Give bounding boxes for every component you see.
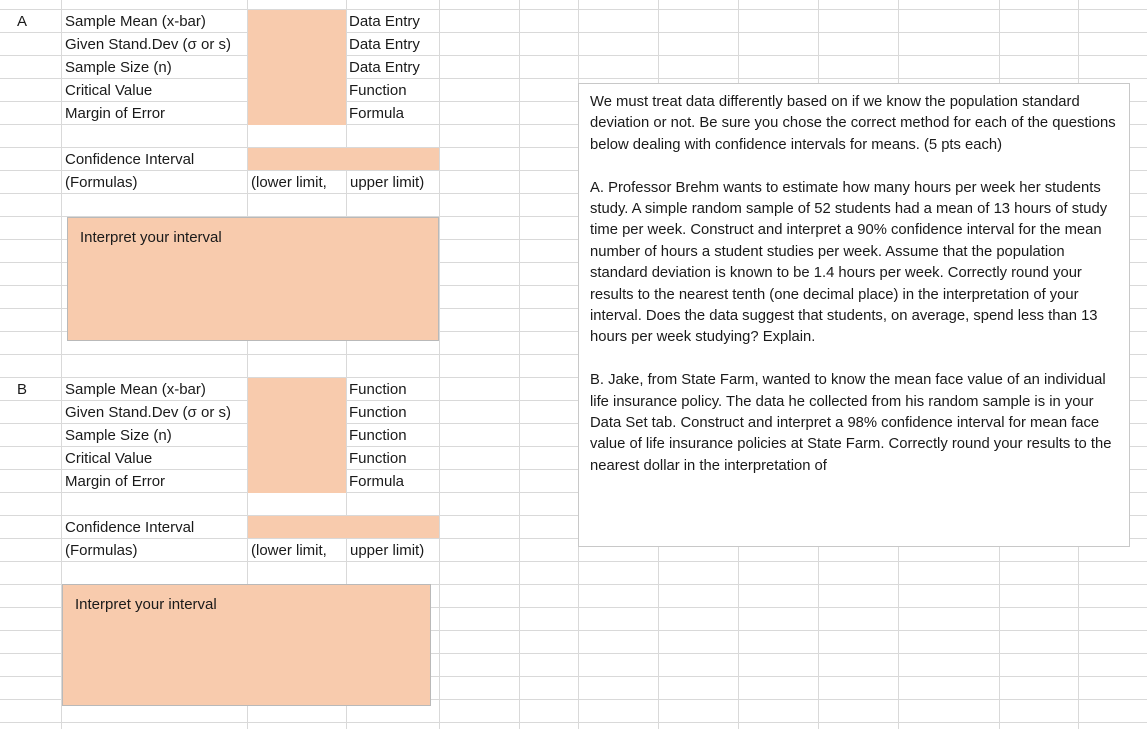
grid-row-line <box>0 561 1147 562</box>
section-a-row-label[interactable]: Critical Value <box>65 82 153 99</box>
section-a-row-label[interactable]: Margin of Error <box>65 105 166 122</box>
section-a-row-type[interactable]: Formula <box>349 105 405 122</box>
section-a-row-label[interactable]: Sample Mean (x-bar) <box>65 13 206 30</box>
section-b-lower-limit-label[interactable]: (lower limit, <box>251 542 327 559</box>
section-a-input-cells[interactable] <box>248 10 346 125</box>
instructions-question-a: A. Professor Brehm wants to estimate how many hours per week her students study. A simple random sample of 52 students had a mean of 13 hours of study time per week. Construct and interpret a 90% confidence interval for the mean number of hours a student studies per week. Assume that the population standard deviation is known to be 1.4 hours per week. Correctly round your results to the nearest tenth (one decimal place) in the interpretation of your interval. Does the data suggest that students, on average, spend less than 13 hours per week studying? Explain. <box>590 179 1108 346</box>
instructions-text-box[interactable] <box>578 83 1130 547</box>
section-a-marker[interactable]: A <box>17 13 28 30</box>
grid-row-line <box>0 722 1147 723</box>
section-a-ci-label[interactable]: Confidence Interval <box>65 151 195 168</box>
grid-column-line <box>519 0 520 729</box>
section-b-row-label[interactable]: Sample Mean (x-bar) <box>65 381 206 398</box>
section-a-row-type[interactable]: Function <box>349 82 407 99</box>
grid-row-line <box>0 78 1147 79</box>
section-b-row-label[interactable]: Given Stand.Dev (σ or s) <box>65 404 231 421</box>
section-a-lower-limit-label[interactable]: (lower limit, <box>251 174 327 191</box>
section-b-input-cells[interactable] <box>248 378 346 493</box>
section-a-row-label[interactable]: Sample Size (n) <box>65 59 172 76</box>
section-b-interpret-box[interactable] <box>62 584 431 706</box>
section-b-row-type[interactable]: Function <box>349 381 407 398</box>
section-b-upper-limit-label[interactable]: upper limit) <box>350 542 425 559</box>
section-b-row-type[interactable]: Function <box>349 404 407 421</box>
section-a-row-type[interactable]: Data Entry <box>349 59 420 76</box>
section-a-interpret-label: Interpret your interval <box>80 229 222 246</box>
section-b-interpret-label: Interpret your interval <box>75 596 217 613</box>
section-b-ci-formulas-label[interactable]: (Formulas) <box>65 542 138 559</box>
section-a-upper-limit-label[interactable]: upper limit) <box>350 174 425 191</box>
section-b-marker[interactable]: B <box>17 381 28 398</box>
section-a-ci-cell[interactable] <box>248 148 439 170</box>
section-b-row-label[interactable]: Sample Size (n) <box>65 427 172 444</box>
section-b-row-label[interactable]: Margin of Error <box>65 473 166 490</box>
section-b-row-label[interactable]: Critical Value <box>65 450 153 467</box>
section-a-interpret-box[interactable] <box>67 217 439 341</box>
section-b-row-type[interactable]: Formula <box>349 473 405 490</box>
section-a-ci-formulas-label[interactable]: (Formulas) <box>65 174 138 191</box>
section-b-row-type[interactable]: Function <box>349 450 407 467</box>
section-a-row-type[interactable]: Data Entry <box>349 36 420 53</box>
section-b-ci-cell[interactable] <box>248 516 439 538</box>
section-a-row-type[interactable]: Data Entry <box>349 13 420 30</box>
grid-column-line <box>439 0 440 729</box>
section-a-row-label[interactable]: Given Stand.Dev (σ or s) <box>65 36 231 53</box>
section-b-row-type[interactable]: Function <box>349 427 407 444</box>
instructions-question-b: B. Jake, from State Farm, wanted to know the mean face value of an individual life insurance policy. The data he collected from his random sample is in your Data Set tab. Construct and interpret a 98% confidence interval for mean face value of life insurance policies at State Farm. Correctly round your results to the nearest dollar in the interpretation of <box>590 372 1112 474</box>
instructions-intro: We must treat data differently based on if we know the population standard deviation or not. Be sure you chose the correct method for each of the questions below dealing with confidence intervals for means. (5 pts each) <box>590 94 1116 153</box>
section-b-ci-label[interactable]: Confidence Interval <box>65 519 195 536</box>
